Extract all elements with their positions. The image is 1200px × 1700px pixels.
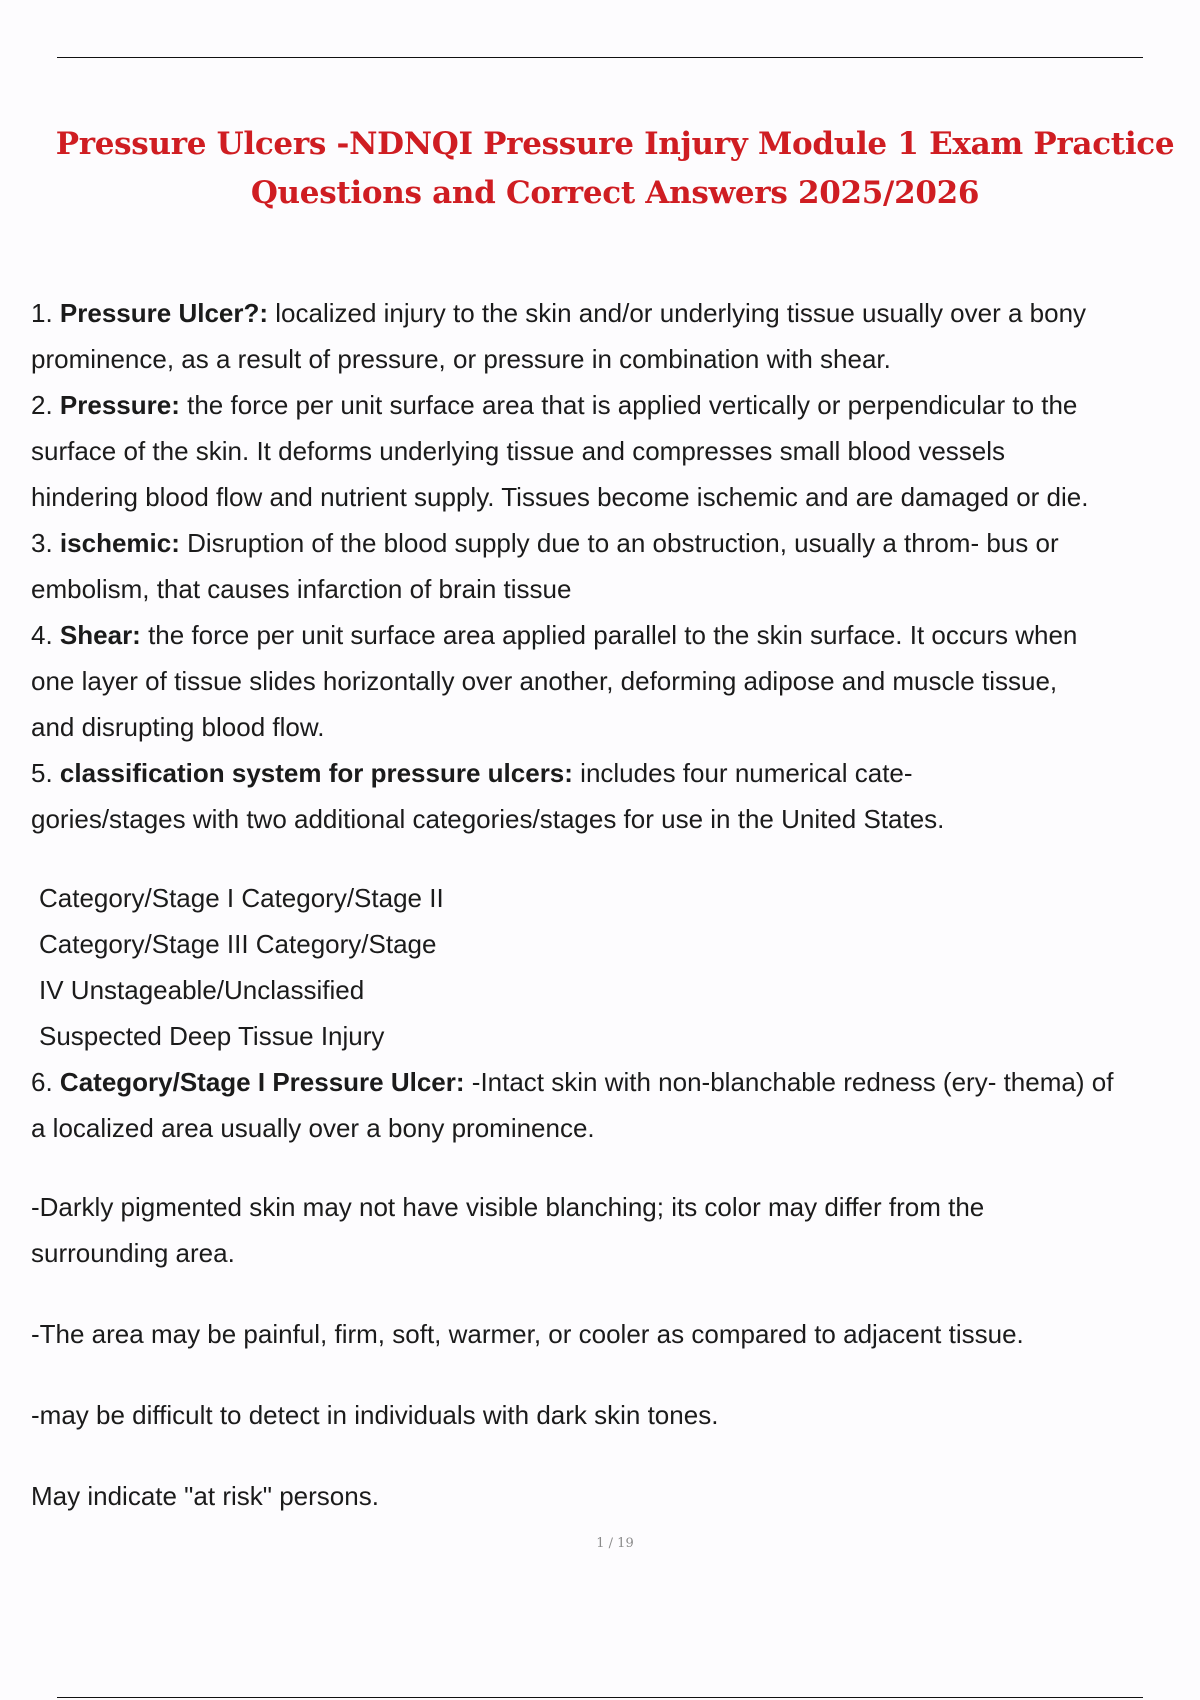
item-text: includes four numerical cate- bbox=[580, 758, 913, 788]
note-line: May indicate "at risk" persons. bbox=[31, 1481, 379, 1511]
note-line: -Darkly pigmented skin may not have visible blanching; its color may differ from the bbox=[31, 1192, 985, 1222]
item-4 bbox=[31, 612, 1200, 658]
spacer bbox=[31, 842, 1200, 875]
item-text: the force per unit surface area that is applied vertically or perpendicular to the bbox=[187, 390, 1078, 420]
item-2 bbox=[31, 382, 1200, 428]
page-indicator: 1 / 19 bbox=[596, 1536, 634, 1551]
item-text-line: hindering blood flow and nutrient supply. Tissues become ischemic and are damaged or die. bbox=[31, 482, 1089, 512]
footer-rule bbox=[57, 1697, 1143, 1698]
item-text: localized injury to the skin and/or underlying tissue usually over a bony bbox=[275, 298, 1087, 328]
item-number: 3. bbox=[31, 528, 53, 558]
document-title bbox=[0, 120, 1200, 218]
stage-list-line: Category/Stage III Category/Stage bbox=[39, 929, 437, 959]
note-line: -The area may be painful, firm, soft, warmer, or cooler as compared to adjacent tissue. bbox=[31, 1319, 1024, 1349]
header-rule bbox=[57, 57, 1143, 58]
item-text-line: surface of the skin. It deforms underlying tissue and compresses small blood vessels bbox=[31, 436, 1006, 466]
item-text: the force per unit surface area applied parallel to the skin surface. It occurs when bbox=[148, 620, 1078, 650]
item-number: 2. bbox=[31, 390, 53, 420]
item-number: 1. bbox=[31, 298, 53, 328]
stage-list-line: Suspected Deep Tissue Injury bbox=[39, 1021, 385, 1051]
item-term: Pressure: bbox=[59, 390, 180, 420]
stage-list-line: Category/Stage I Category/Stage II bbox=[39, 883, 444, 913]
item-6 bbox=[31, 1059, 1200, 1105]
title-line: Questions and Correct Answers 2025/2026 bbox=[250, 175, 980, 211]
spacer bbox=[31, 1151, 1200, 1184]
item-text-line: and disrupting blood flow. bbox=[31, 712, 325, 742]
item-number: 6. bbox=[31, 1067, 53, 1097]
item-text-line: gories/stages with two additional categories/stages for use in the United States. bbox=[31, 804, 945, 834]
title-line: Pressure Ulcers -NDNQI Pressure Injury Module 1 Exam Practice bbox=[55, 126, 1175, 162]
note-line: surrounding area. bbox=[31, 1238, 235, 1268]
note-line: -may be difficult to detect in individuals with dark skin tones. bbox=[31, 1400, 719, 1430]
item-text: -Intact skin with non-blanchable redness (ery- thema) of bbox=[471, 1067, 1114, 1097]
item-text-line: a localized area usually over a bony prominence. bbox=[31, 1113, 595, 1143]
item-text-line: prominence, as a result of pressure, or pressure in combination with shear. bbox=[31, 344, 891, 374]
item-number: 5. bbox=[31, 758, 53, 788]
spacer bbox=[31, 1438, 1200, 1473]
item-term: ischemic: bbox=[59, 528, 180, 558]
item-5 bbox=[31, 750, 1200, 796]
item-3 bbox=[31, 520, 1200, 566]
stage-list-line: IV Unstageable/Unclassified bbox=[39, 975, 365, 1005]
item-text: Disruption of the blood supply due to an obstruction, usually a throm- bus or bbox=[187, 528, 1059, 558]
item-term: Shear: bbox=[59, 620, 141, 650]
item-number: 4. bbox=[31, 620, 53, 650]
document-body bbox=[31, 290, 1200, 1519]
item-1 bbox=[31, 290, 1200, 336]
item-text-line: one layer of tissue slides horizontally over another, deforming adipose and muscle tissue, bbox=[31, 666, 1058, 696]
spacer bbox=[31, 1276, 1200, 1311]
item-text-line: embolism, that causes infarction of brain tissue bbox=[31, 574, 572, 604]
spacer bbox=[31, 1357, 1200, 1392]
item-term: classification system for pressure ulcers: bbox=[59, 758, 573, 788]
item-term: Category/Stage I Pressure Ulcer: bbox=[59, 1067, 465, 1097]
item-term: Pressure Ulcer?: bbox=[59, 298, 269, 328]
